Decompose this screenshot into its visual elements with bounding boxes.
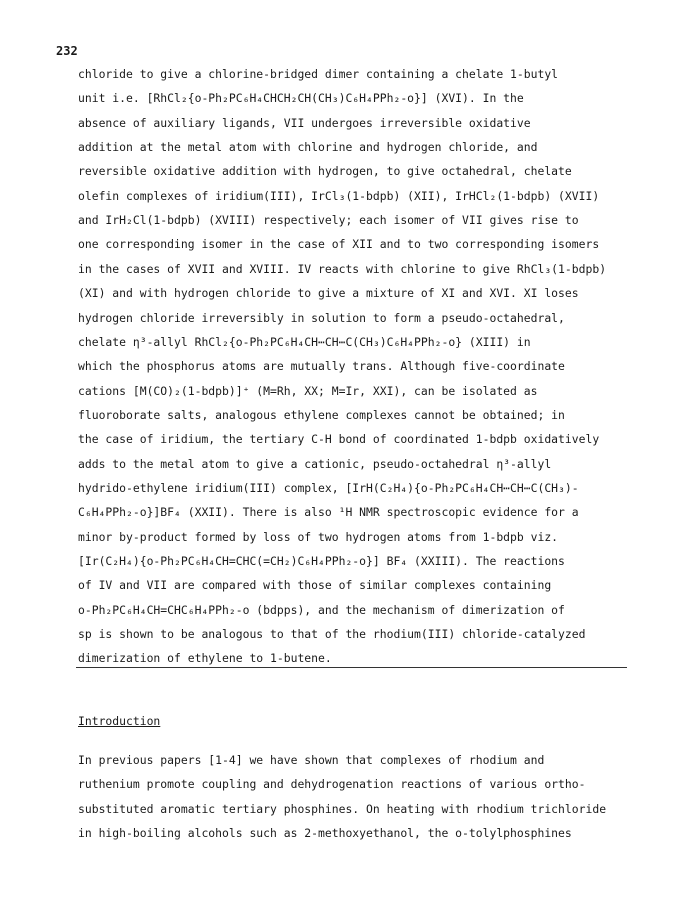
abstract-line: in the cases of XVII and XVIII. IV reacts with chlorine to give RhCl₃(1-bdpb) (78, 261, 607, 276)
abstract-line: cations [M(CO)₂(1-bdpb)]⁺ (M=Rh, XX; M=Ir, XXI), can be isolated as (78, 383, 538, 398)
abstract-line: of IV and VII are compared with those of similar complexes containing (78, 578, 552, 593)
abstract-line: the case of iridium, the tertiary C-H bond of coordinated 1-bdpb oxidatively (78, 432, 600, 447)
section-divider (76, 667, 627, 668)
abstract-line: hydrogen chloride irreversibly in solution to form a pseudo-octahedral, (78, 310, 565, 325)
abstract-line: addition at the metal atom with chlorine and hydrogen chloride, and (78, 140, 538, 155)
intro-line: ruthenium promote coupling and dehydrogenation reactions of various ortho- (78, 777, 586, 792)
abstract-line: chloride to give a chlorine-bridged dimer containing a chelate 1-butyl (78, 67, 559, 81)
abstract-line: which the phosphorus atoms are mutually trans. Although five-coordinate (78, 359, 565, 374)
section-heading: Introduction (78, 714, 161, 728)
abstract-line: absence of auxiliary ligands, VII undergoes irreversible oxidative (78, 115, 531, 130)
abstract-line: unit i.e. [RhCl₂{o-Ph₂PC₆H₄CHCH₂CH(CH₃)C₆H₄PPh₂-o}] (XVI). In the (78, 91, 524, 106)
intro-line: In previous papers [1-4] we have shown that complexes of rhodium and (78, 753, 545, 767)
abstract-line: one corresponding isomer in the case of XII and to two corresponding isomers (78, 237, 600, 252)
abstract-line: fluoroborate salts, analogous ethylene complexes cannot be obtained; in (78, 407, 565, 422)
abstract-line: sp is shown to be analogous to that of the rhodium(III) chloride-catalyzed (78, 627, 586, 642)
page-number: 232 (56, 44, 78, 58)
abstract-line: olefin complexes of iridium(III), IrCl₃(1-bdpb) (XII), IrHCl₂(1-bdpb) (XVII) (78, 188, 600, 203)
abstract-line: minor by-product formed by loss of two hydrogen atoms from 1-bdpb viz. (78, 529, 559, 544)
abstract-line: dimerization of ethylene to 1-butene. (78, 651, 332, 666)
intro-line: in high-boiling alcohols such as 2-methoxyethanol, the o-tolylphosphines (78, 825, 572, 840)
abstract-line: reversible oxidative addition with hydrogen, to give octahedral, chelate (78, 164, 572, 179)
abstract-line: C₆H₄PPh₂-o}]BF₄ (XXII). There is also ¹H NMR spectroscopic evidence for a (78, 505, 579, 520)
abstract-line: chelate η³-allyl RhCl₂{o-Ph₂PC₆H₄CH⋯CH⋯C(CH₃)C₆H₄PPh₂-o} (XIII) in (78, 334, 531, 349)
abstract-line: (XI) and with hydrogen chloride to give a mixture of XI and XVI. XI loses (78, 286, 579, 301)
abstract-line: [Ir(C₂H₄){o-Ph₂PC₆H₄CH=CHC(=CH₂)C₆H₄PPh₂-o}] BF₄ (XXIII). The reactions (78, 554, 565, 568)
abstract-line: adds to the metal atom to give a cationic, pseudo-octahedral η³-allyl (78, 456, 552, 471)
intro-line: substituted aromatic tertiary phosphines. On heating with rhodium trichloride (78, 801, 607, 816)
abstract-line: o-Ph₂PC₆H₄CH=CHC₆H₄PPh₂-o (bdpps), and the mechanism of dimerization of (78, 602, 565, 617)
abstract-line: hydrido-ethylene iridium(III) complex, [IrH(C₂H₄){o-Ph₂PC₆H₄CH⋯CH⋯C(CH₃)- (78, 480, 579, 495)
abstract-line: and IrH₂Cl(1-bdpb) (XVIII) respectively; each isomer of VII gives rise to (78, 213, 579, 228)
